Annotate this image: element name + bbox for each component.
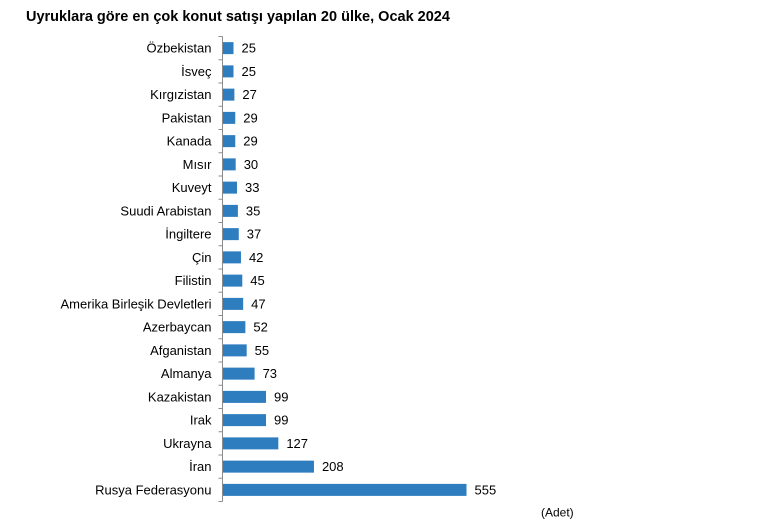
value-labels-group (241, 41, 496, 498)
category-label: Ukrayna (163, 435, 212, 451)
category-label: Mısır (182, 156, 212, 172)
category-label: Özbekistan (146, 40, 212, 56)
value-label: 45 (250, 273, 265, 289)
value-label: 47 (251, 296, 266, 312)
value-label: 52 (253, 319, 268, 335)
category-label: Suudi Arabistan (120, 203, 212, 219)
value-label: 27 (242, 87, 257, 103)
category-labels-group (61, 41, 213, 498)
bar (223, 228, 239, 240)
category-label: Çin (191, 249, 212, 265)
value-label: 25 (241, 40, 256, 56)
bar (223, 158, 236, 170)
bar (223, 368, 255, 380)
category-label: Filistin (174, 273, 212, 289)
y-axis-ticks-group (219, 37, 223, 502)
category-label: Almanya (160, 366, 212, 382)
bar (223, 344, 247, 356)
bar (223, 65, 234, 77)
bar (223, 112, 236, 124)
value-label: 29 (243, 133, 258, 149)
category-label: Kuveyt (171, 180, 212, 196)
value-label: 55 (254, 342, 270, 358)
category-label: İngiltere (165, 226, 212, 242)
value-label: 555 (474, 482, 497, 498)
category-label: Afganistan (150, 342, 212, 358)
bar (223, 414, 267, 426)
value-label: 35 (245, 203, 261, 219)
value-label: 42 (248, 249, 264, 265)
unit-label: (Adet) (541, 505, 574, 520)
bar (223, 42, 234, 54)
bar (223, 391, 267, 403)
category-label: Irak (189, 412, 212, 428)
value-label: 73 (262, 366, 278, 382)
bar (223, 205, 238, 217)
category-label: Kazakistan (147, 389, 212, 405)
value-label: 33 (245, 180, 260, 196)
chart-title: Uyruklara göre en çok konut satışı yapılan 20 ülke, Ocak 2024 (26, 9, 450, 25)
bar (223, 89, 235, 101)
value-label: 25 (241, 63, 256, 79)
category-label: Kanada (166, 133, 212, 149)
value-label: 208 (321, 459, 344, 475)
bar (223, 298, 244, 310)
category-label: İran (189, 459, 212, 475)
category-label: İsveç (181, 63, 212, 79)
bar (223, 461, 314, 473)
value-label: 99 (274, 412, 289, 428)
bar (223, 275, 243, 287)
value-label: 127 (286, 435, 309, 451)
bar (223, 182, 238, 194)
category-label: Rusya Federasyonu (95, 482, 212, 498)
value-label: 37 (246, 226, 262, 242)
category-label: Pakistan (161, 110, 212, 126)
value-label: 29 (243, 110, 258, 126)
category-label: Azerbaycan (142, 319, 212, 335)
category-label: Amerika Birleşik Devletleri (60, 296, 212, 312)
bar (223, 484, 467, 496)
bar (223, 251, 241, 263)
value-label: 99 (274, 389, 289, 405)
category-label: Kırgızistan (150, 87, 212, 103)
bar (223, 321, 246, 333)
bars-group (223, 42, 467, 496)
bar (223, 135, 236, 147)
value-label: 30 (243, 156, 259, 172)
bar (223, 437, 279, 449)
